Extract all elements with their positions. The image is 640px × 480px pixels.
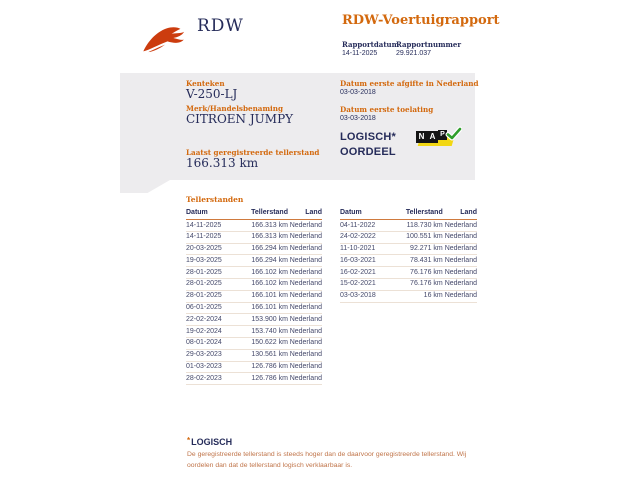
kenteken-label: Kenteken [186,79,225,88]
logisch-legend-text: De geregistreerde tellerstand is steeds hoger dan de daarvoor geregistreerde tellerstand. Wij oordelen dan dat de tellerstand logisch verklaarbaar is. [187,451,467,469]
oordeel-badge [340,130,396,159]
table-row: 03-03-2018 16 km Nederland [340,290,477,302]
table-row: 15-02-2021 76.176 km Nederland [340,278,477,290]
table-row: 22-02-2024 153.900 km Nederland [186,314,322,326]
nap-letter-n: N [416,131,427,143]
legend-asterisk: * [187,436,191,445]
table-row: 19-02-2024 153.740 km Nederland [186,326,322,338]
table-row: 29-03-2023 130.561 km Nederland [186,349,322,361]
report-date-label: Rapportdatum [342,40,400,49]
table-row: 04-11-2022 118.730 km Nederland [340,220,477,232]
table-row: 11-10-2021 92.271 km Nederland [340,243,477,255]
rdw-wordmark: RDW [197,16,244,36]
table-row: 08-01-2024 150.622 km Nederland [186,337,322,349]
nap-letter-p: P [438,130,447,140]
table-row: 06-01-2025 166.101 km Nederland [186,302,322,314]
nap-checkmark-icon [445,126,462,142]
nap-letter-a: A [427,131,438,143]
tellerstanden-table-right [340,207,477,303]
merk-value: CITROEN JUMPY [186,112,294,126]
column-header-datum: Datum [340,207,395,220]
table-row: 20-03-2025 166.294 km Nederland [186,243,322,255]
table-header-row [340,207,477,220]
logisch-legend-heading [187,436,232,447]
table-header-row [186,207,322,220]
report-date-value: 14-11-2025 [342,50,378,57]
report-number-label: Rapportnummer [396,40,462,49]
afgifte-label: Datum eerste afgifte in Nederland [340,79,479,88]
legend-title: LOGISCH [191,437,233,447]
table-row: 24-02-2022 100.551 km Nederland [340,231,477,243]
column-header-tellerstand: Tellerstand [395,207,443,220]
oordeel-line2: OORDEEL [340,145,396,158]
column-header-tellerstand: Tellerstand [240,207,288,220]
toelating-value: 03-03-2018 [340,115,376,122]
nap-logo [416,128,464,152]
panel-corner-tab [120,180,170,193]
oordeel-line1: LOGISCH* [340,131,396,143]
table-row: 16-02-2021 76.176 km Nederland [340,267,477,279]
merk-label: Merk/Handelsbenaming [186,104,284,113]
report-number-value: 29.921.037 [396,50,432,57]
table-row: 14-11-2025 166.313 km Nederland [186,220,322,232]
tellerstand-value: 166.313 km [186,156,259,170]
rdw-logo-icon [140,20,190,56]
column-header-datum: Datum [186,207,240,220]
tellerstand-label: Laatst geregistreerde tellerstand [186,148,320,157]
afgifte-value: 03-03-2018 [340,89,376,96]
column-header-land: Land [288,207,322,220]
page-title: RDW-Voertuigrapport [342,13,500,28]
table-row: 01-03-2023 126.786 km Nederland [186,361,322,373]
toelating-label: Datum eerste toelating [340,105,434,114]
table-row: 19-03-2025 166.294 km Nederland [186,255,322,267]
vehicle-summary-panel [120,73,479,180]
table-row: 28-02-2023 126.786 km Nederland [186,373,322,385]
tellerstanden-table-left [186,207,322,385]
table-row: 28-01-2025 166.102 km Nederland [186,267,322,279]
kenteken-value: V-250-LJ [186,87,238,101]
table-row: 16-03-2021 78.431 km Nederland [340,255,477,267]
tellerstanden-heading: Tellerstanden [186,195,244,204]
table-row: 28-01-2025 166.102 km Nederland [186,278,322,290]
column-header-land: Land [443,207,477,220]
table-row: 28-01-2025 166.101 km Nederland [186,290,322,302]
table-row: 14-11-2025 166.313 km Nederland [186,231,322,243]
